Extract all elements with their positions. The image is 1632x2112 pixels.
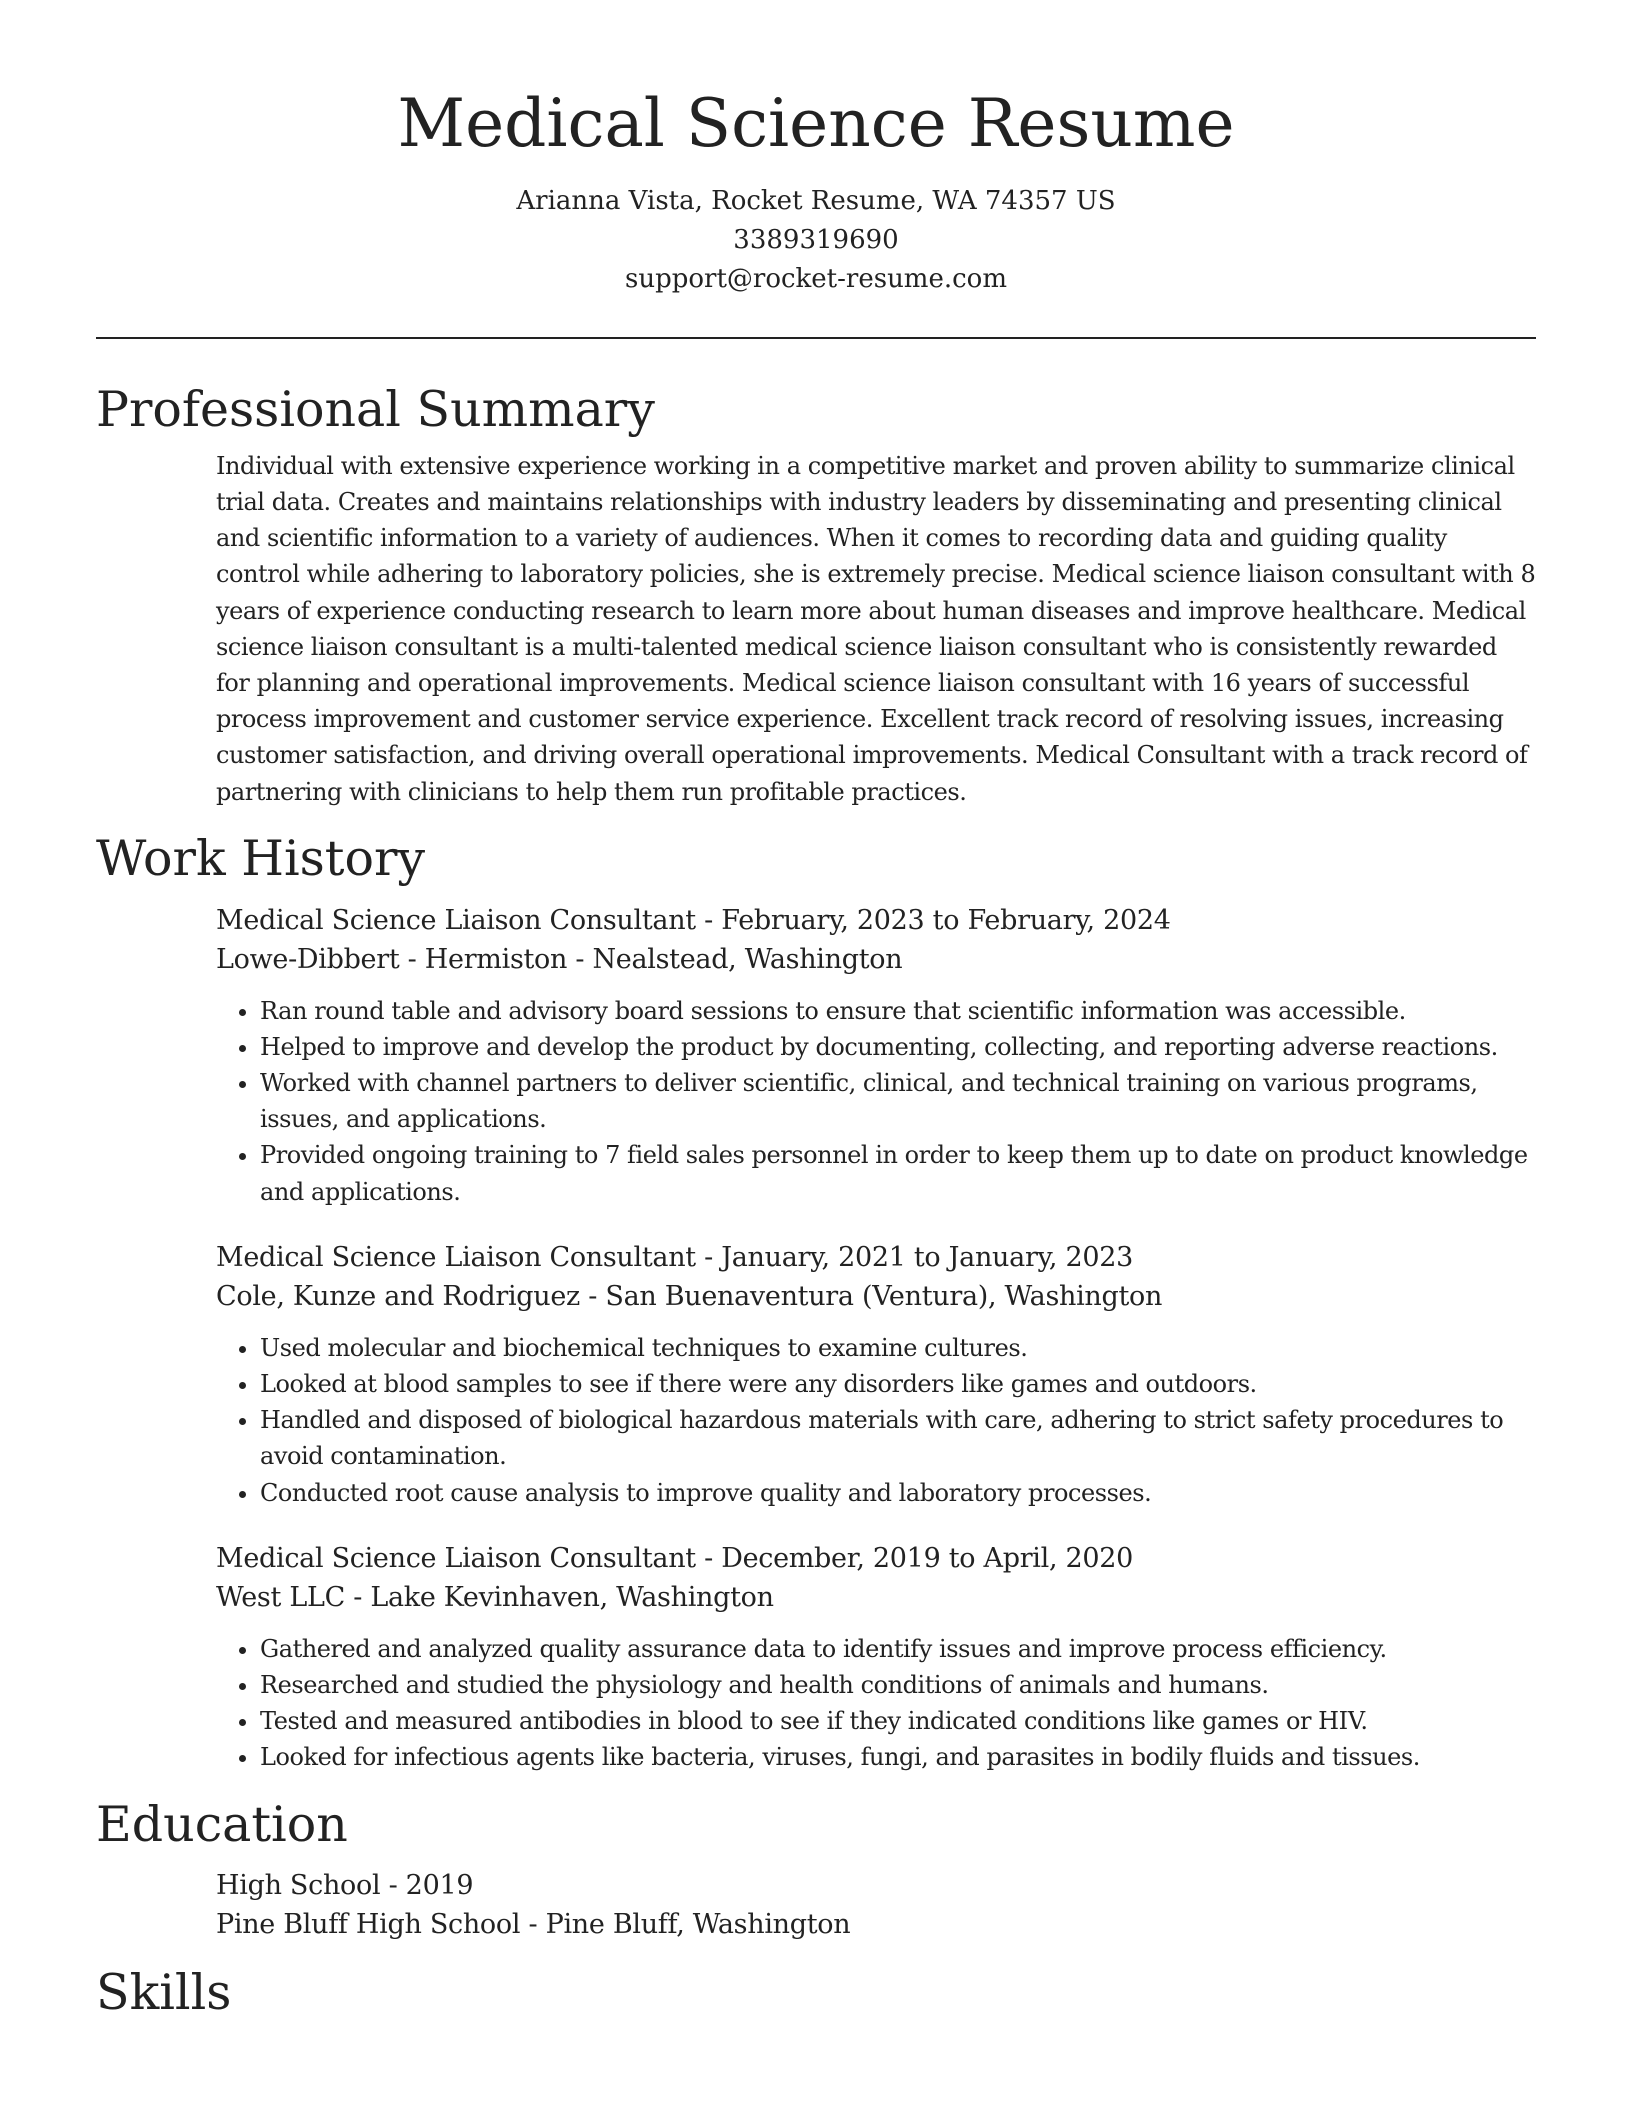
job-company: West LLC	[216, 1581, 345, 1613]
job-location: - Nealstead, Washington	[567, 943, 903, 975]
skills-heading: Skills	[96, 1964, 232, 2022]
education-year: - 2019	[380, 1870, 474, 1902]
job-bullet: • Used molecular and biochemical techniques to examine cultures.	[260, 1330, 1536, 1366]
education-location: - Pine Bluff, Washington	[520, 1909, 851, 1941]
header-divider	[96, 337, 1536, 339]
job-title: Medical Science Liaison Consultant	[216, 904, 696, 936]
job-title-line	[216, 1238, 1536, 1277]
work-body	[216, 901, 1536, 1776]
job-dates: - January, 2021 to January, 2023	[695, 1241, 1133, 1273]
job-title-line	[216, 1539, 1536, 1578]
education-degree: High School	[216, 1870, 381, 1902]
education-body	[216, 1866, 1536, 1944]
job-company: Cole, Kunze and Rodriguez	[216, 1280, 580, 1312]
job-bullets	[216, 993, 1536, 1210]
resume-title: Medical Science Resume	[397, 85, 1235, 162]
job-dates: - February, 2023 to February, 2024	[695, 904, 1171, 936]
education-degree-line	[216, 1866, 1536, 1905]
summary-section	[96, 381, 1536, 810]
education-heading: Education	[96, 1795, 348, 1853]
contact-phone: 3389319690	[733, 224, 899, 255]
job-bullets	[216, 1330, 1536, 1511]
job-company-line	[216, 1277, 1536, 1316]
job-bullet: • Provided ongoing training to 7 field sales personnel in order to keep them up to date on product knowledge and applications.	[260, 1137, 1536, 1209]
education-school-line	[216, 1905, 1536, 1944]
summary-heading: Professional Summary	[96, 380, 655, 438]
job-bullet: • Handled and disposed of biological hazardous materials with care, adhering to strict safety procedures to avoid contamination.	[260, 1402, 1536, 1474]
skills-section	[96, 1964, 1536, 2023]
work-section	[96, 830, 1536, 1776]
job-company-line	[216, 940, 1536, 979]
job-company-line	[216, 1578, 1536, 1617]
resume-header	[0, 0, 1632, 299]
job-location: - San Buenaventura (Ventura), Washington	[579, 1280, 1163, 1312]
job-bullet: • Worked with channel partners to deliver scientific, clinical, and technical training on various programs, issues, and applications.	[260, 1065, 1536, 1137]
job-bullet: • Gathered and analyzed quality assurance data to identify issues and improve process efficiency.	[260, 1631, 1536, 1667]
job-bullet: • Researched and studied the physiology and health conditions of animals and humans.	[260, 1667, 1536, 1703]
job-bullet: • Looked for infectious agents like bacteria, viruses, fungi, and parasites in bodily fluids and tissues.	[260, 1739, 1536, 1775]
summary-text: Individual with extensive experience working in a competitive market and proven ability to summarize clinical trial data. Creates and maintains relationships with industry leaders by disseminating and presenting clinical and scientific information to a variety of audiences. When it comes to recording data and guiding quality control while adhering to laboratory policies, she is extremely precise. Medical science liaison consultant with 8 years of experience conducting research to learn more about human diseases and improve healthcare. Medical science liaison consultant is a multi-talented medical science liaison consultant who is consistently rewarded for planning and operational improvements. Medical science liaison consultant with 16 years of successful process improvement and customer service experience. Excellent track record of resolving issues, increasing customer satisfaction, and driving overall operational improvements. Medical Consultant with a track record of partnering with clinicians to help them run profitable practices.	[216, 451, 1536, 806]
job-location: - Lake Kevinhaven, Washington	[344, 1581, 774, 1613]
job-bullet: • Tested and measured antibodies in blood to see if they indicated conditions like games or HIV.	[260, 1703, 1536, 1739]
contact-block	[0, 182, 1632, 299]
job-company: Lowe-Dibbert - Hermiston	[216, 943, 568, 975]
contact-email: support@rocket-resume.com	[624, 263, 1007, 294]
job-entry	[216, 901, 1536, 1210]
job-bullet: • Looked at blood samples to see if there were any disorders like games and outdoors.	[260, 1366, 1536, 1402]
job-bullet: • Helped to improve and develop the product by documenting, collecting, and reporting adverse reactions.	[260, 1029, 1536, 1065]
job-title: Medical Science Liaison Consultant	[216, 1241, 696, 1273]
job-title: Medical Science Liaison Consultant	[216, 1542, 696, 1574]
education-school: Pine Bluff High School	[216, 1909, 521, 1941]
job-bullet: • Conducted root cause analysis to improve quality and laboratory processes.	[260, 1475, 1536, 1511]
job-bullet: • Ran round table and advisory board sessions to ensure that scientific information was accessible.	[260, 993, 1536, 1029]
job-entry	[216, 1238, 1536, 1511]
job-bullets	[216, 1631, 1536, 1776]
job-title-line	[216, 901, 1536, 940]
work-heading: Work History	[96, 829, 426, 887]
job-entry	[216, 1539, 1536, 1776]
contact-address: Arianna Vista, Rocket Resume, WA 74357 US	[516, 185, 1116, 216]
summary-body	[216, 448, 1536, 810]
job-dates: - December, 2019 to April, 2020	[695, 1542, 1134, 1574]
education-section	[96, 1796, 1536, 1945]
